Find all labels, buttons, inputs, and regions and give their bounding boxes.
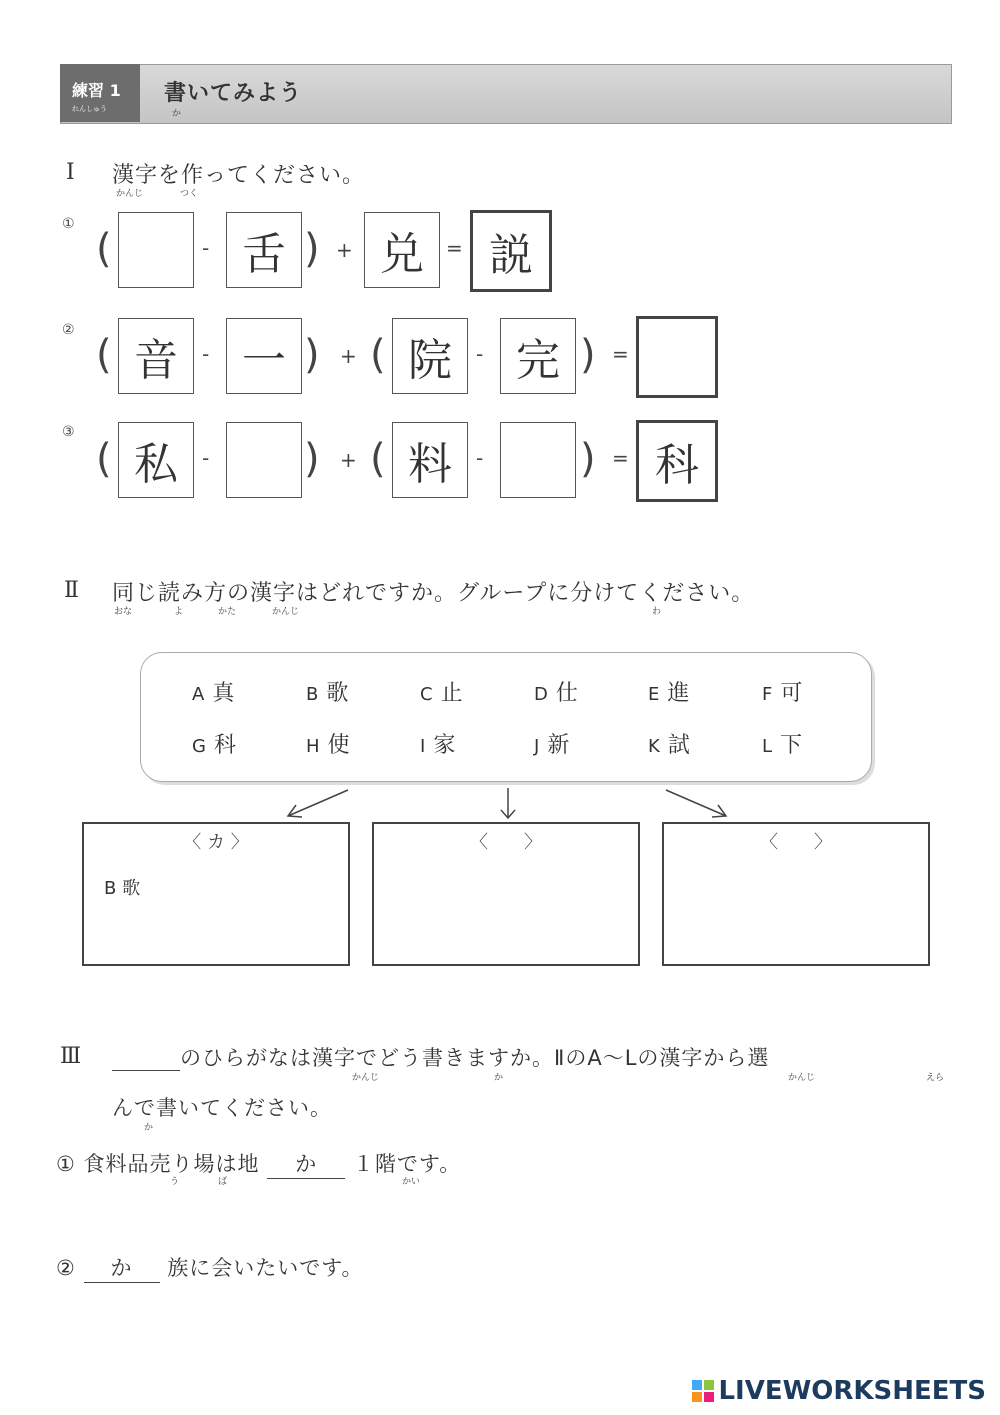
paren-open: ( xyxy=(370,332,386,378)
section2-ruby: かんじ xyxy=(272,607,300,617)
equals-sign: = xyxy=(612,446,629,470)
choice-item[interactable]: H 使 xyxy=(306,733,354,758)
logo-icon xyxy=(692,1380,714,1402)
section3-ruby: かんじ xyxy=(788,1073,816,1083)
choice-item[interactable]: D 仕 xyxy=(534,681,582,706)
kanji-box: 兑 xyxy=(364,212,440,288)
hiragana-blank[interactable]: か xyxy=(84,1252,160,1283)
question-text-before: 食料品売り場は地 xyxy=(83,1152,260,1176)
minus-sign: - xyxy=(202,446,210,470)
minus-sign: - xyxy=(476,446,484,470)
answer-box[interactable] xyxy=(226,422,302,498)
question-number: ② xyxy=(62,322,75,338)
group-box[interactable] xyxy=(82,822,350,966)
section3-ruby: えら xyxy=(926,1073,945,1083)
kanji-box: 音 xyxy=(118,318,194,394)
paren-close: ) xyxy=(304,332,320,378)
choice-item[interactable]: E 進 xyxy=(648,681,694,706)
paren-open: ( xyxy=(96,226,112,272)
question-text-after: 族に会いたいです。 xyxy=(167,1256,364,1280)
group-header: 〈 〉 xyxy=(760,832,832,853)
plus-sign: + xyxy=(336,238,353,262)
q-ruby: う xyxy=(170,1177,180,1187)
question-text-after: １階です。 xyxy=(352,1152,462,1176)
paren-close: ) xyxy=(304,226,320,272)
question-number: ③ xyxy=(62,424,75,440)
kanji-box: 一 xyxy=(226,318,302,394)
section2-ruby: わ xyxy=(652,607,662,617)
group-item: B 歌 xyxy=(104,878,141,899)
hiragana-blank[interactable]: か xyxy=(267,1148,345,1179)
question-number: ① xyxy=(62,216,75,232)
section2-ruby: おな xyxy=(114,607,133,617)
choice-item[interactable]: L 下 xyxy=(762,733,807,758)
result-box: 説 xyxy=(470,210,552,292)
choice-item[interactable]: G 科 xyxy=(192,733,240,758)
arrow-down-icon xyxy=(496,786,520,822)
kanji-box: 完 xyxy=(500,318,576,394)
section2-ruby: かた xyxy=(218,607,237,617)
group-header: 〈 カ 〉 xyxy=(183,832,249,853)
section3-instruction-line1: のひらがなは漢字でどう書きますか。ⅡのA～Lの漢字から選 xyxy=(112,1042,769,1072)
plus-sign: + xyxy=(340,448,357,472)
section3-ruby: か xyxy=(144,1123,154,1133)
kanji-box: 料 xyxy=(392,422,468,498)
choice-item[interactable]: B 歌 xyxy=(306,681,353,706)
equals-sign: = xyxy=(446,236,463,260)
question-number: ② xyxy=(56,1256,76,1280)
section3-numeral: Ⅲ xyxy=(60,1044,82,1069)
exercise-tag-label: 練習 1 xyxy=(72,81,121,100)
paren-open: ( xyxy=(96,436,112,482)
choices-panel xyxy=(140,652,872,782)
choice-item[interactable]: F 可 xyxy=(762,681,807,706)
minus-sign: - xyxy=(202,342,210,366)
q-ruby: ば xyxy=(218,1177,228,1187)
answer-box[interactable] xyxy=(500,422,576,498)
choice-item[interactable]: K 試 xyxy=(648,733,694,758)
minus-sign: - xyxy=(476,342,484,366)
section1-ruby: つく xyxy=(180,189,199,199)
result-answer-box[interactable] xyxy=(636,316,718,398)
kanji-box: 私 xyxy=(118,422,194,498)
answer-box[interactable] xyxy=(118,212,194,288)
paren-close: ) xyxy=(304,436,320,482)
equals-sign: = xyxy=(612,342,629,366)
choice-item[interactable]: C 止 xyxy=(420,681,467,706)
section3-instruction-line2: んで書いてください。 xyxy=(112,1096,332,1120)
exercise-tag-ruby: れんしゅう xyxy=(72,105,107,113)
section2-ruby: よ xyxy=(174,607,184,617)
choice-item[interactable]: J 新 xyxy=(534,733,574,758)
section2-instruction: 同じ読み方の漢字はどれですか。グループに分けてください。 xyxy=(112,581,755,606)
q-ruby: かい xyxy=(402,1177,421,1187)
kanji-box: 院 xyxy=(392,318,468,394)
question-row xyxy=(56,1252,364,1283)
paren-close: ) xyxy=(580,332,596,378)
kanji-box: 舌 xyxy=(226,212,302,288)
minus-sign: - xyxy=(202,236,210,260)
section1-numeral: Ⅰ xyxy=(66,160,75,185)
section1-instruction: 漢字を作ってください。 xyxy=(112,163,366,188)
title-ruby: か xyxy=(172,109,182,119)
paren-close: ) xyxy=(580,436,596,482)
exercise-tag xyxy=(60,64,140,122)
liveworksheets-logo: LIVEWORKSHEETS xyxy=(692,1376,986,1406)
choice-item[interactable]: A 真 xyxy=(192,681,239,706)
group-box[interactable] xyxy=(372,822,640,966)
page-title: 書いてみよう xyxy=(164,81,303,106)
arrow-left-icon xyxy=(280,786,360,822)
plus-sign: + xyxy=(340,344,357,368)
choice-item[interactable]: I 家 xyxy=(420,733,460,758)
section1-ruby: かんじ xyxy=(116,189,144,199)
result-box: 科 xyxy=(636,420,718,502)
group-header: 〈 〉 xyxy=(470,832,542,853)
section3-ruby: かんじ xyxy=(352,1073,380,1083)
question-number: ① xyxy=(56,1152,76,1176)
paren-open: ( xyxy=(370,436,386,482)
paren-open: ( xyxy=(96,332,112,378)
group-box[interactable] xyxy=(662,822,930,966)
section3-ruby: か xyxy=(494,1073,504,1083)
arrow-right-icon xyxy=(660,786,740,822)
question-row xyxy=(56,1148,461,1179)
section2-numeral: Ⅱ xyxy=(64,578,79,603)
